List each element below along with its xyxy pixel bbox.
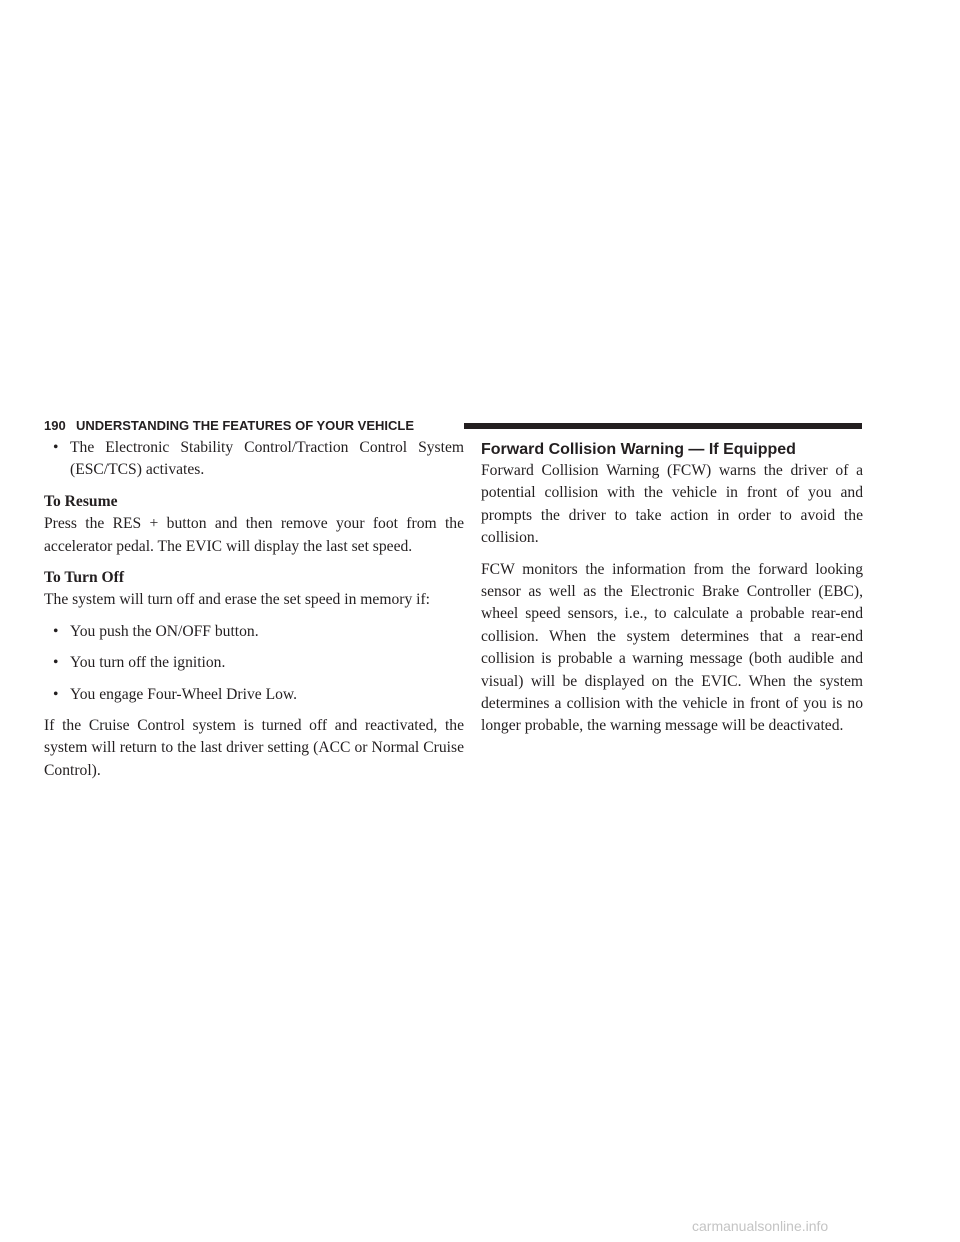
list-item	[44, 652, 464, 674]
watermark: carmanualsonline.info	[692, 1218, 829, 1234]
turnoff-heading: To Turn Off	[44, 569, 125, 587]
fcw-heading: Forward Collision Warning — If Equipped	[481, 441, 796, 458]
page-header	[44, 416, 862, 436]
bullet-icon: •	[53, 654, 59, 672]
turnoff-text: The system will turn off and erase the set speed in memory if:	[44, 591, 430, 609]
list-item	[44, 684, 464, 706]
list-item	[44, 437, 464, 482]
list-item	[44, 621, 464, 643]
right-column	[481, 437, 863, 738]
left-column	[44, 437, 464, 782]
fcw-paragraph-2: FCW monitors the information from the forward looking sensor as well as the Electronic Brake Controller (EBC), wheel speed sensors, i.e., to calculate a probable rear-end collision. When the system determines that a rear-end collision is probable a warning message (both audible and visual) will be displayed on the EVIC. When the system determines a collision with the vehicle in front of you is no longer probable, the warning message will be deactivated.	[481, 560, 863, 735]
bullet-text: You push the ON/OFF button.	[70, 622, 259, 640]
header-rule	[464, 423, 862, 429]
resume-heading: To Resume	[44, 492, 118, 510]
bullet-esc-text: The Electronic Stability Control/Traction Control System (ESC/TCS) activates.	[70, 439, 464, 479]
bullet-icon: •	[53, 439, 59, 456]
closing-text: If the Cruise Control system is turned off and reactivated, the system will return to the last driver setting (ACC or Normal Cruise Control).	[44, 717, 464, 779]
bullet-text: You turn off the ignition.	[70, 654, 226, 672]
page-number: 190	[44, 418, 66, 433]
fcw-paragraph-1: Forward Collision Warning (FCW) warns the driver of a potential collision with the vehicle in front of you and prompts the driver to take action in order to avoid the collision.	[481, 462, 863, 547]
bullet-icon: •	[53, 622, 59, 640]
bullet-icon: •	[53, 685, 59, 703]
section-title: UNDERSTANDING THE FEATURES OF YOUR VEHICLE	[76, 418, 415, 433]
resume-text: Press the RES + button and then remove your foot from the accelerator pedal. The EVIC will display the last set speed.	[44, 515, 464, 555]
bullet-text: You engage Four-Wheel Drive Low.	[70, 685, 298, 703]
